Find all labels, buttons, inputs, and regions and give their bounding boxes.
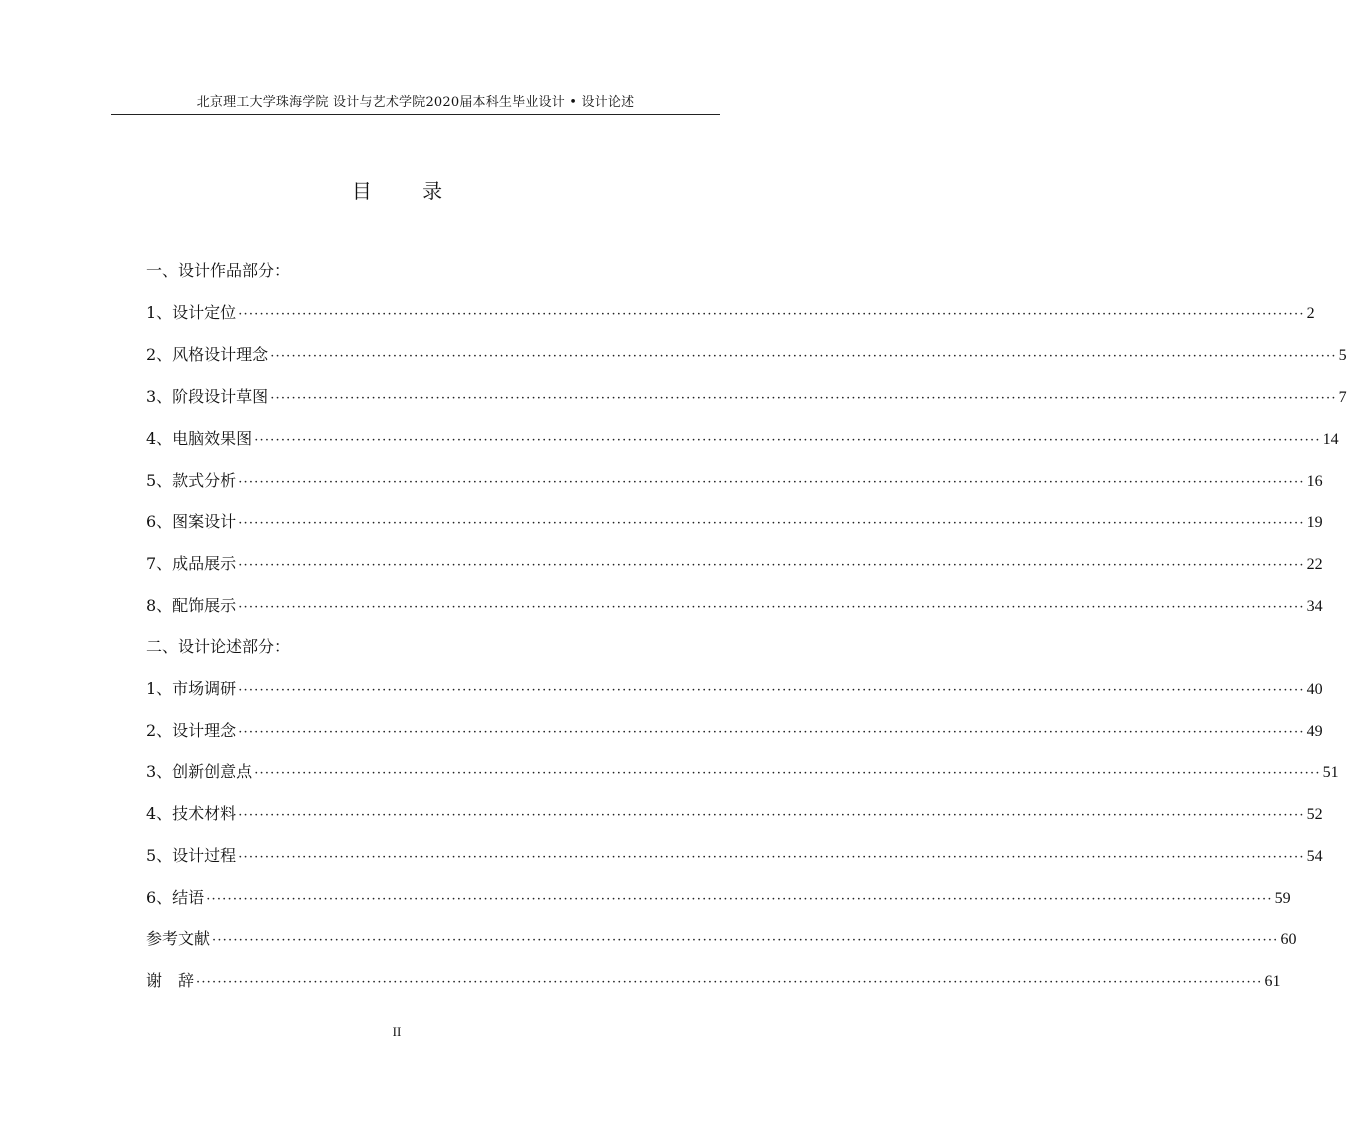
dot-leader: ········································································································································································································ <box>238 683 1305 698</box>
toc-entry-page: 2 <box>1306 305 1315 322</box>
dot-leader: ········································································································································································································ <box>254 433 1321 448</box>
toc-entry[interactable] <box>146 426 1339 452</box>
toc-entry[interactable] <box>146 759 1339 785</box>
dot-leader: ········································································································································································································ <box>238 558 1305 573</box>
dot-leader: ········································································································································································································ <box>206 892 1273 907</box>
toc-entry-label: 3、创新创意点 <box>146 762 253 781</box>
page-number: II <box>392 1024 402 1039</box>
dot-leader: ········································································································································································································ <box>238 600 1305 615</box>
dot-leader: ········································································································································································································ <box>238 808 1305 823</box>
toc-entry[interactable] <box>146 801 1323 827</box>
toc-entry-label: 5、设计过程 <box>146 846 237 865</box>
toc-entry-label: 5、款式分析 <box>146 471 237 490</box>
dot-leader: ········································································································································································································ <box>212 933 1279 948</box>
toc-entry-page: 52 <box>1306 806 1323 823</box>
toc-entry-page: 7 <box>1338 389 1347 406</box>
toc-entry-label: 4、电脑效果图 <box>146 429 253 448</box>
toc-entry-page: 60 <box>1280 931 1297 948</box>
toc-entry-page: 51 <box>1322 764 1339 781</box>
toc-entry-page: 34 <box>1306 598 1323 615</box>
toc-entry[interactable] <box>146 718 1323 744</box>
toc-entry-page: 16 <box>1306 473 1323 490</box>
toc-entry[interactable] <box>146 551 1323 577</box>
toc-entry-label: 1、市场调研 <box>146 679 237 698</box>
toc-entry-page: 19 <box>1306 514 1323 531</box>
toc-entry[interactable] <box>146 885 1291 911</box>
toc-entry-page: 54 <box>1306 848 1323 865</box>
toc-entry-label: 2、风格设计理念 <box>146 345 269 364</box>
toc-entry[interactable] <box>146 676 1323 702</box>
toc-entry-page: 40 <box>1306 681 1323 698</box>
toc-entry-page: 59 <box>1274 890 1291 907</box>
dot-leader: ········································································································································································································ <box>254 766 1321 781</box>
toc-entry-label: 谢 辞 <box>146 971 195 990</box>
toc-entry-page: 5 <box>1338 347 1347 364</box>
dot-leader: ········································································································································································································ <box>270 391 1337 406</box>
dot-leader: ········································································································································································································ <box>270 349 1337 364</box>
toc-entry-label: 3、阶段设计草图 <box>146 387 269 406</box>
dot-leader: ········································································································································································································ <box>238 307 1305 322</box>
toc-entry[interactable] <box>146 593 1323 619</box>
dot-leader: ········································································································································································································ <box>238 516 1305 531</box>
toc-entry-label: 6、图案设计 <box>146 512 237 531</box>
dot-leader: ········································································································································································································ <box>196 975 1263 990</box>
toc-entry[interactable] <box>146 843 1323 869</box>
toc-entry-page: 61 <box>1264 973 1281 990</box>
toc-entry[interactable] <box>146 384 1347 410</box>
toc-entry[interactable] <box>146 300 1315 326</box>
toc-entry-label: 8、配饰展示 <box>146 596 237 615</box>
toc-entry-page: 14 <box>1322 431 1339 448</box>
toc-entry[interactable] <box>146 342 1347 368</box>
dot-leader: ········································································································································································································ <box>238 850 1305 865</box>
toc-entry-references[interactable] <box>146 926 1297 952</box>
toc-entry-label: 2、设计理念 <box>146 721 237 740</box>
toc-entry-label: 参考文献 <box>146 929 211 948</box>
section-heading-design-discussion: 二、设计论述部分： <box>146 637 291 656</box>
toc-entry-label: 6、结语 <box>146 888 205 907</box>
toc-entry-page: 49 <box>1306 723 1323 740</box>
page-title: 目 录 <box>351 179 465 203</box>
toc-entry-acknowledgements[interactable] <box>146 968 1281 994</box>
toc-entry-label: 7、成品展示 <box>146 554 237 573</box>
toc-entry[interactable] <box>146 468 1323 494</box>
section-heading-design-works: 一、设计作品部分： <box>146 261 291 280</box>
toc-entry[interactable] <box>146 509 1323 535</box>
dot-leader: ········································································································································································································ <box>238 725 1305 740</box>
toc-entry-label: 4、技术材料 <box>146 804 237 823</box>
toc-entry-label: 1、设计定位 <box>146 303 237 322</box>
toc-entry-page: 22 <box>1306 556 1323 573</box>
dot-leader: ········································································································································································································ <box>238 475 1305 490</box>
running-header: 北京理工大学珠海学院 设计与艺术学院2020届本科生毕业设计 • 设计论述 <box>111 94 720 115</box>
